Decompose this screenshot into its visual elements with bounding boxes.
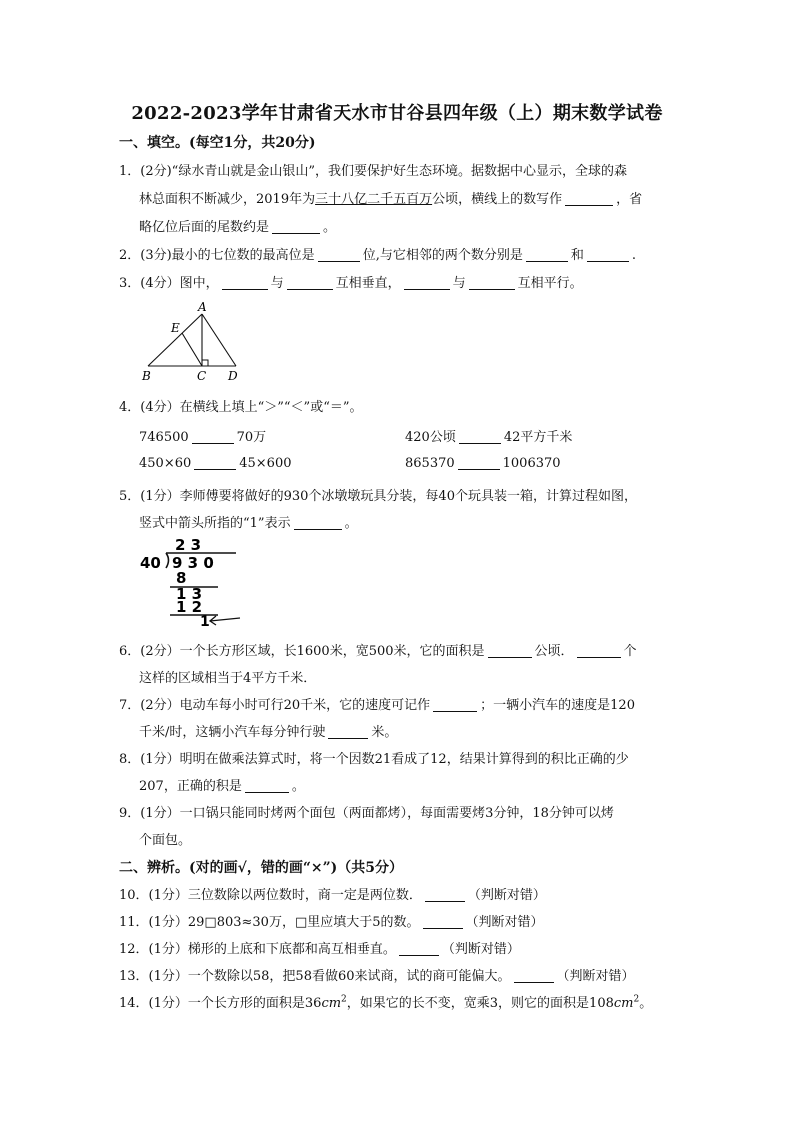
long-division-figure: [138, 534, 250, 626]
question-14: [119, 992, 679, 1011]
question-9-line-1: 9．(1分）一口锅只能同时烤两个面包（两面都烤），每面需要烤3分钟，18分钟可以烤: [119, 806, 614, 821]
page-title: 2022-2023学年甘肃省天水市甘谷县四年级（上）期末数学试卷: [131, 103, 663, 124]
question-5-line-2: [139, 512, 699, 531]
division-divisor: 40: [140, 554, 161, 572]
question-5-text: 。: [344, 516, 358, 531]
answer-blank[interactable]: [423, 915, 463, 929]
answer-blank[interactable]: [294, 516, 342, 530]
answer-blank[interactable]: [245, 779, 289, 793]
question-11-text: 11．(1分）29□803≈30万，□里应填大于5的数。: [119, 915, 420, 930]
question-11: [119, 911, 679, 930]
question-12-text: （判断对错）: [441, 942, 520, 957]
section-2-heading: 二、辨析。(对的画√，错的画“×”)（共5分）: [119, 860, 404, 876]
question-6-text: 6．(2分）一个长方形区域，长1600米，宽500米，它的面积是: [119, 644, 485, 659]
question-6-text: 公顷．: [534, 644, 574, 659]
question-5-text: 竖式中箭头所指的“1”表示: [139, 516, 291, 531]
question-3-text: 3．(4分）图中，: [119, 276, 219, 291]
division-step-2: 1 3: [176, 585, 203, 603]
question-1-text: ，省: [616, 192, 643, 207]
question-2: [119, 244, 679, 263]
question-1-line-2: [139, 188, 699, 207]
question-7-line-1: [119, 694, 679, 713]
question-8-line-2: [139, 775, 699, 794]
answer-blank[interactable]: [514, 969, 554, 983]
compare-item-2: [405, 426, 572, 445]
question-13-text: 13．(1分）一个数除以58，把58看做60来试商，试的商可能偏大。: [119, 969, 511, 984]
question-1-underlined-number: 三十八亿二千五百万: [315, 192, 433, 207]
unit-exponent: 2: [341, 994, 347, 1005]
compare-right: 45×600: [239, 456, 292, 471]
unit-cm: cm: [613, 996, 634, 1011]
answer-blank[interactable]: [577, 644, 621, 658]
compare-left: 746500: [139, 430, 189, 445]
compare-right: 1006370: [502, 456, 561, 471]
compare-left: 865370: [405, 456, 455, 471]
division-quotient: 2 3: [175, 536, 202, 554]
question-11-text: （判断对错）: [465, 915, 544, 930]
question-14-text: 14．(1分）一个长方形的面积是36: [119, 996, 322, 1011]
answer-blank[interactable]: [272, 220, 320, 234]
question-6-text: 个: [623, 644, 637, 659]
question-5-line-1: 5．(1分）李师傅要将做好的930个冰墩墩玩具分装，每40个玩具装一箱，计算过程如图，: [119, 489, 637, 504]
question-10: [119, 884, 679, 903]
answer-blank[interactable]: [565, 192, 613, 206]
answer-blank[interactable]: [328, 725, 368, 739]
answer-blank[interactable]: [399, 942, 439, 956]
answer-blank[interactable]: [587, 248, 629, 262]
figure-label-d: D: [228, 369, 238, 383]
question-1-text: 略亿位后面的尾数约是: [139, 220, 270, 235]
answer-blank[interactable]: [433, 698, 477, 712]
figure-label-c: C: [197, 369, 207, 383]
question-7-text: 7．(2分）电动车每小时可行20千米，它的速度可记作: [119, 698, 431, 713]
question-7-text: 千米/时，这辆小汽车每分钟行驶: [139, 725, 326, 740]
division-remainder: 1: [200, 614, 210, 626]
answer-blank[interactable]: [458, 456, 500, 470]
answer-blank[interactable]: [488, 644, 532, 658]
compare-item-4: [405, 456, 561, 471]
question-8-text: 207，正确的积是: [139, 779, 242, 794]
question-4: 4．(4分）在横线上填上“＞”“＜”或“＝”。: [119, 400, 363, 415]
question-3-text: 与: [270, 276, 284, 291]
question-14-text: ，如果它的长不变，宽乘3，则它的面积是108: [346, 996, 614, 1011]
section-1-heading: 一、填空。(每空1分，共20分): [119, 135, 316, 151]
question-7-line-2: [139, 721, 699, 740]
question-1-text: 公顷，横线上的数写作: [432, 192, 563, 207]
question-1-line-3: [139, 216, 699, 235]
answer-blank[interactable]: [287, 276, 333, 290]
unit-exponent: 2: [633, 994, 640, 1005]
answer-blank[interactable]: [425, 888, 465, 902]
question-8-line-1: 8．(1分）明明在做乘法算式时，将一个因数21看成了12，结果计算得到的积比正确的少: [119, 752, 629, 767]
triangle-figure: [138, 300, 250, 384]
question-12: [119, 938, 679, 957]
compare-left: 450×60: [139, 456, 192, 471]
compare-item-3: [139, 456, 292, 471]
question-12-text: 12．(1分）梯形的上底和下底都和高互相垂直。: [119, 942, 396, 957]
question-2-text: 2．(3分)最小的七位数的最高位是: [119, 248, 315, 263]
question-6-line-1: [119, 640, 679, 659]
answer-blank[interactable]: [192, 430, 234, 444]
question-9-line-2: 个面包。: [139, 833, 192, 848]
compare-right: 42平方千米: [503, 430, 573, 445]
division-dividend: 9 3 0: [172, 554, 214, 572]
answer-blank[interactable]: [318, 248, 360, 262]
question-7-text: ；一辆小汽车的速度是120: [480, 698, 635, 713]
division-step-1: 8: [176, 569, 187, 587]
question-2-text: 和: [570, 248, 584, 263]
question-1-text: 林总面积不断减少，2019年为: [139, 192, 316, 207]
question-10-text: （判断对错）: [467, 888, 546, 903]
question-13: [119, 965, 679, 984]
division-step-3: 1 2: [176, 598, 203, 616]
question-13-text: （判断对错）: [556, 969, 635, 984]
question-3-text: 互相平行。: [517, 276, 583, 291]
answer-blank[interactable]: [459, 430, 501, 444]
question-3-text: 与: [452, 276, 466, 291]
compare-left: 420公顷: [405, 430, 456, 445]
answer-blank[interactable]: [526, 248, 568, 262]
compare-right: 70万: [236, 430, 267, 445]
question-2-text: 位,与它相邻的两个数分别是: [362, 248, 523, 263]
question-1-line-1: 1．(2分)“绿水青山就是金山银山”，我们要保护好生态环境。据数据中心显示，全球的森: [119, 164, 627, 179]
question-8-text: 。: [291, 779, 305, 794]
answer-blank[interactable]: [404, 276, 450, 290]
figure-label-b: B: [142, 369, 151, 383]
answer-blank[interactable]: [469, 276, 515, 290]
question-6-line-2: 这样的区域相当于4平方千米．: [139, 671, 317, 686]
unit-cm: cm: [321, 996, 342, 1011]
figure-label-a: A: [198, 300, 207, 314]
question-3-text: 互相垂直，: [335, 276, 401, 291]
answer-blank[interactable]: [194, 456, 236, 470]
question-3: [119, 272, 679, 291]
question-2-text: .: [631, 248, 636, 263]
compare-item-1: [139, 426, 266, 445]
question-7-text: 米。: [371, 725, 398, 740]
figure-label-e: E: [171, 321, 180, 335]
question-1-text: 。: [323, 220, 337, 235]
answer-blank[interactable]: [222, 276, 268, 290]
question-10-text: 10．(1分）三位数除以两位数时，商一定是两位数．: [119, 888, 422, 903]
question-14-text: 。: [639, 996, 653, 1011]
